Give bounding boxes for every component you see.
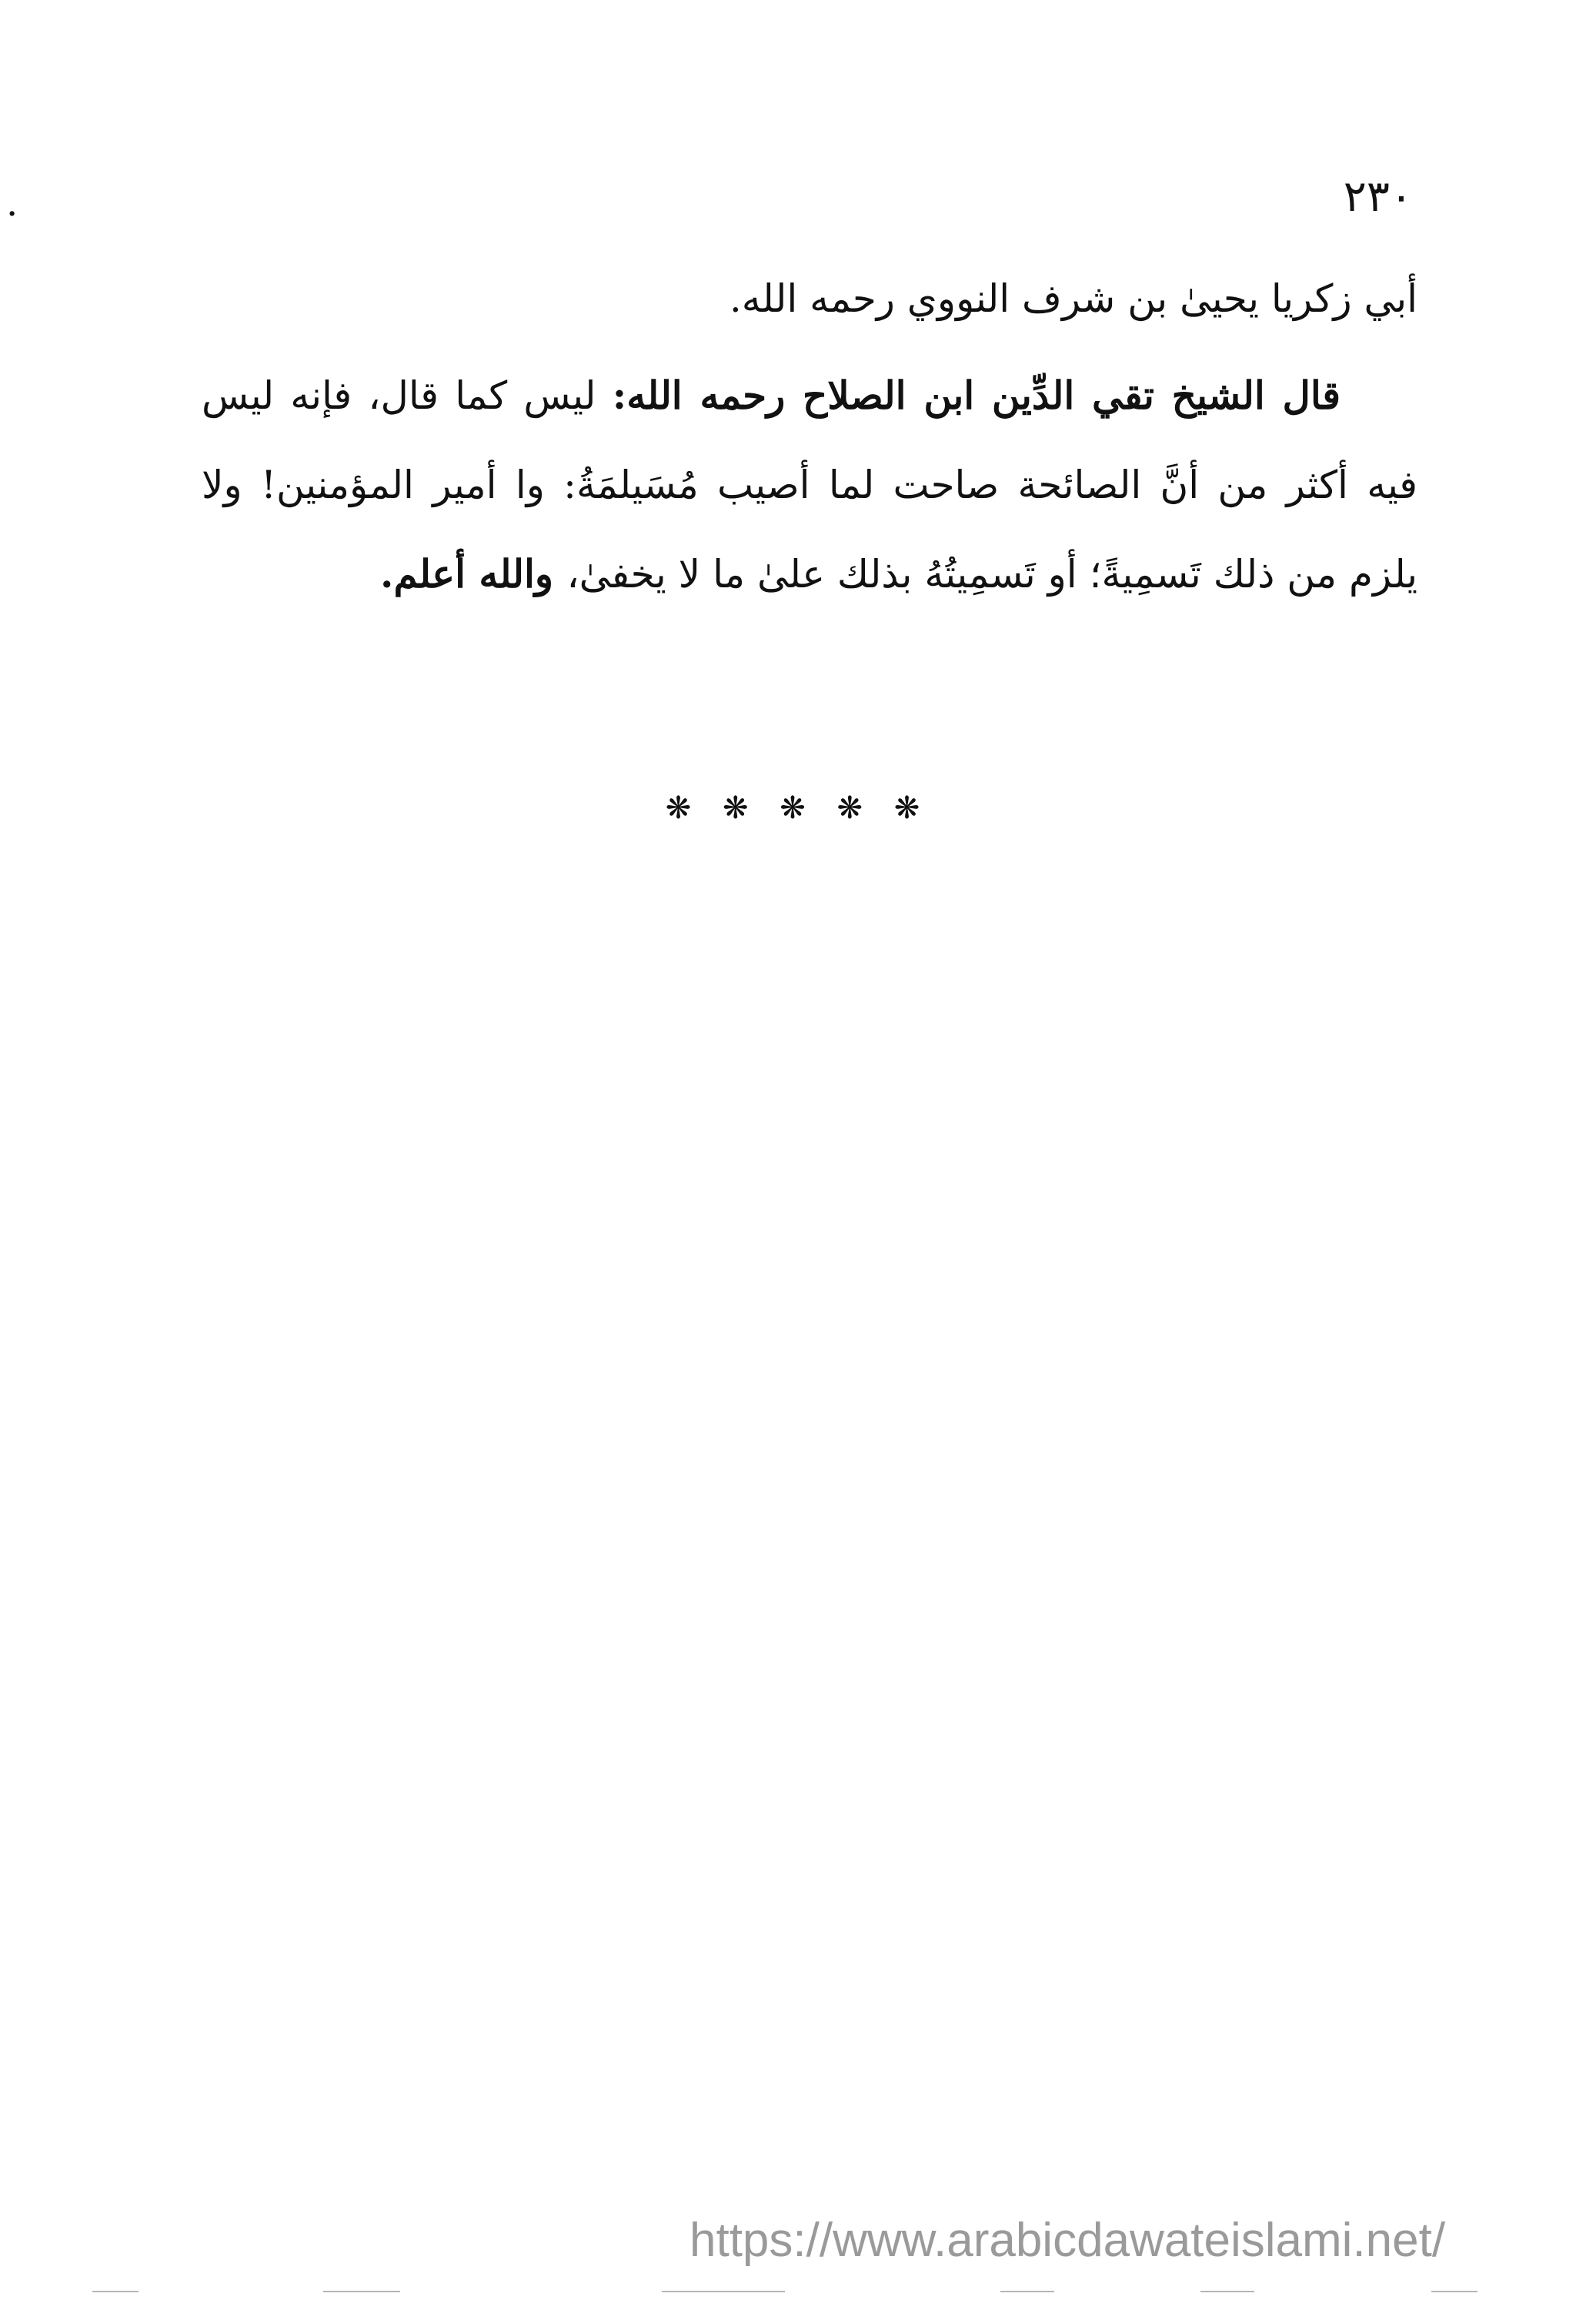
page-number: ٢٣٠ — [1343, 172, 1413, 222]
main-text — [202, 254, 1417, 619]
footer-rule — [92, 2291, 139, 2292]
stray-mark: . — [6, 182, 18, 225]
section-separator: ❋ ❋ ❋ ❋ ❋ — [665, 791, 931, 826]
footer-rule — [662, 2291, 785, 2292]
footer-rule — [1000, 2291, 1054, 2292]
footer-rule — [1431, 2291, 1477, 2292]
paragraph-2-body: ليس كما قال، فإنه ليس فيه أكثر من أنَّ الصائحة صاحت لما أصيب مُسَيلمَةُ: وا أمير المؤمنين! ولا يلزم من ذلك تَسمِيةً؛ أو تَسمِيتُهُ بذلك علىٰ ما لا يخفىٰ، — [202, 373, 1417, 597]
footer-rule — [323, 2291, 400, 2292]
paragraph-2-lead: قال الشيخ تقي الدِّين ابن الصلاح رحمه الله: — [612, 373, 1341, 418]
paragraph-2-closing: والله أعلم. — [380, 551, 567, 597]
watermark-url: https://www.arabicdawateislami.net/ — [689, 2214, 1446, 2267]
paragraph-1: أبي زكريا يحيىٰ بن شرف النووي رحمه الله. — [729, 276, 1417, 321]
footer-rules — [0, 2285, 1596, 2300]
paragraph-2 — [202, 351, 1417, 619]
footer-rule — [1200, 2291, 1254, 2292]
